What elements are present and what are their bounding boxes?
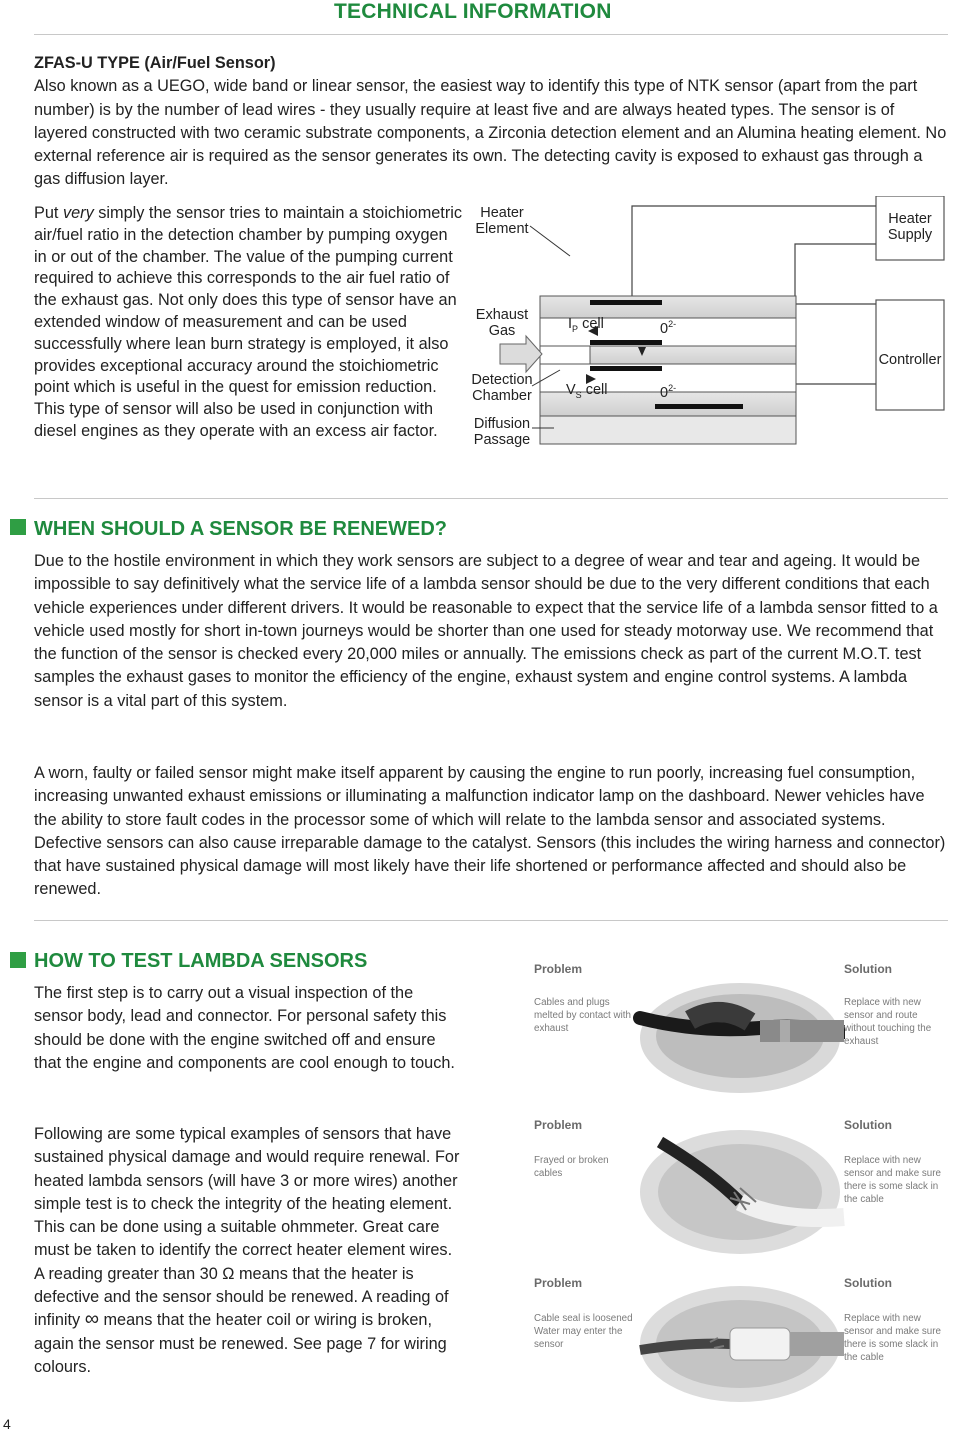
bottom-layer [540, 416, 796, 444]
renew-paragraph-2: A worn, faulty or failed sensor might make itself apparent by causing the engine to run poorly, increasing fuel consumption, increasing unwanted exhaust emissions or illuminating a malfunction indicator lamp on the dashboard. Newer vehicles have the ability to store fault codes in the processor some of which will relate to the lambda sensor and associated systems. Defective sensors can also cause irreparable damage to the catalyst. Sensors (this includes the wiring harness and connector) that have sustained physical damage will most likely have their life shortened or performance affected and should also be renewed. [34, 764, 946, 899]
panel-problem-title: Problem [534, 1118, 583, 1132]
intro-section [34, 52, 948, 192]
electrode-3 [590, 366, 662, 371]
panel-solution-title: Solution [844, 1118, 892, 1132]
renew-section-marker [10, 519, 26, 535]
page-number: 4 [3, 1416, 11, 1432]
detection-chamber-gap [540, 346, 590, 364]
infinity-symbol: ∞ [84, 1308, 99, 1331]
panel-solution-text: Replace with new sensor and route without touching the exhaust [844, 997, 932, 1047]
put-emphasis: very [62, 204, 94, 222]
page-header-title: TECHNICAL INFORMATION [334, 0, 612, 23]
ohm-symbol: Ω [222, 1264, 235, 1283]
intro-body: Also known as a UEGO, wide band or linear sensor, the easiest way to identify this type of NTK sensor (apart from the part number) is by the number of lead wires - they usually require at least five and are always heated types. The sensor is of layered constructed with two ceramic substrate components, a Zirconia detection element and an Alumina heating element. No external reference air is required as the sensor generates its own. The detecting cavity is exposed to exhaust gas through a gas diffusion layer. [34, 77, 947, 189]
heater-supply-label: Heater Supply [887, 211, 933, 243]
put-simply-paragraph [34, 203, 464, 443]
sensor-diagram [470, 196, 950, 466]
intro-title: ZFAS-U TYPE (Air/Fuel Sensor) [34, 54, 276, 72]
vs-cell-label: $V_S$ cell [566, 382, 608, 400]
diffusion-passage-label: Diffusion Passage [473, 416, 531, 448]
test-paragraph-2: Following are some typical examples of sensors that have sustained physical damage and would require renewal. For heated lambda sensors (will have 3 or more wires) another simple test is to check the integrity of the heating element. This can be done using a suitable ohmmeter. Great care must be taken to identify the correct heater element wires. A reading greater than 30 Ω means that the heater is defective and the sensor should be renewed. A reading of infinity ∞ means that the heater coil or wiring is broken, again the sensor must be renewed. See page 7 for wiring colours. [34, 1125, 460, 1376]
heater-layer [540, 296, 796, 318]
damage-panel-melted [510, 958, 950, 1098]
heater-element-leader [530, 226, 570, 256]
electrode-2 [590, 340, 662, 345]
panel-solution-title: Solution [844, 962, 892, 976]
damage-panel-seal [510, 1272, 950, 1412]
exhaust-gas-arrow [500, 336, 542, 372]
header-divider [34, 34, 948, 35]
test-section-marker [10, 952, 26, 968]
test-section-divider [34, 920, 948, 921]
melted-cable-photo [630, 958, 845, 1098]
renew-section-divider [34, 498, 948, 499]
o2-top-label: $0^{2-}$ [660, 319, 677, 337]
panel-solution-text: Replace with new sensor and make sure there is some slack in the cable [844, 1313, 941, 1363]
renew-paragraph-1: Due to the hostile environment in which they work sensors are subject to a degree of wear and tear and ageing. It would be impossible to say definitively what the service life of a lambda sensor should be due to the very different conditions that each vehicle experiences under different drivers. It would be reasonable to expect that the service life of a lambda sensor fitted to a vehicle used mostly for short in-town journeys would be shorter than one used for steady motorway use. We recommend that the function of the sensor is checked every 20,000 miles or annually. The emissions check as part of the current M.O.T. test samples the exhaust gases to monitor the efficiency of the engine, exhaust system and engine control systems. A lambda sensor is a vital part of this system. [34, 552, 938, 710]
frayed-cable-photo [630, 1112, 845, 1262]
exhaust-gas-label: Exhaust Gas [475, 307, 529, 339]
loose-seal-photo [630, 1272, 845, 1412]
damage-panel-frayed [510, 1112, 950, 1262]
controller-label: Controller [878, 352, 942, 368]
electrode-4 [655, 404, 743, 409]
put-lead: Put [34, 204, 63, 222]
panel-solution-text: Replace with new sensor and make sure there is some slack in the cable [844, 1155, 941, 1205]
test-paragraph-1: The first step is to carry out a visual inspection of the sensor body, lead and connector. For personal safety this should be done with the engine switched off and ensure that the engine and components are cool enough to touch. [34, 984, 455, 1072]
detection-chamber-label: Detection Chamber [471, 372, 533, 404]
put-rest: simply the sensor tries to maintain a stoichiometric air/fuel ratio in the detection chamber by pumping oxygen in or out of the chamber. The value of the pumping current required to achieve this corresponds to the air fuel ratio of the exhaust gas. Not only does this type of sensor have an extended window of measurement and can be used successfully where lean burn strategy is employed, it also provides exceptional accuracy around the stoichiometric point which is useful in the quest for emission reduction. This type of sensor will also be used in conjunction with diesel engines as they operate with an excess air factor. [34, 204, 463, 440]
renew-section-heading: WHEN SHOULD A SENSOR BE RENEWED? [34, 518, 447, 540]
panel-problem-title: Problem [534, 1276, 583, 1290]
ip-cell-label: $I_P$ cell [568, 316, 604, 334]
heater-wire-top [632, 206, 876, 296]
o2-bottom-label: $0^{2-}$ [660, 383, 677, 401]
panel-problem-text: Cables and plugs melted by contact with exhaust [534, 997, 631, 1034]
heater-wire-return [795, 244, 876, 296]
heater-element-label: Heater Element [475, 205, 529, 237]
electrode-1 [590, 300, 662, 305]
test-section-heading: HOW TO TEST LAMBDA SENSORS [34, 950, 368, 972]
panel-solution-title: Solution [844, 1276, 892, 1290]
panel-problem-text: Frayed or broken cables [534, 1155, 609, 1179]
panel-problem-text: Cable seal is loosened Water may enter the sensor [534, 1313, 633, 1350]
panel-problem-title: Problem [534, 962, 583, 976]
sensor-diagram-graphic [470, 196, 950, 466]
